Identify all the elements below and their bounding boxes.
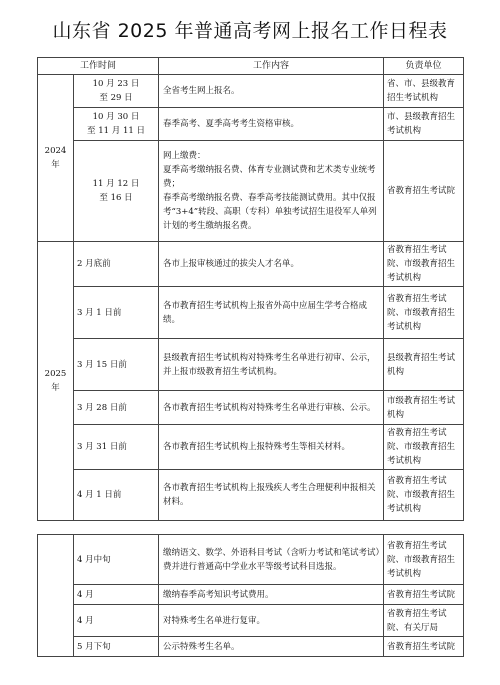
date-cell: 3 月 1 日前 — [74, 287, 159, 339]
unit-cell: 市、县级教育招生考试机构 — [384, 108, 464, 141]
content-cell: 网上缴费： 夏季高考缴纳报名费、体育专业测试费和艺术类专业统考费； 春季高考缴纳报名费、春季高考技能测试费用。其中仅报考“3+4”转段、高职（专科）单独考试招生退役军人单列计划的考生缴纳报名费。 — [159, 141, 384, 242]
year-cell-empty — [38, 535, 74, 657]
date-cell: 10 月 23 日 至 29 日 — [74, 75, 159, 108]
date-cell: 4 月中旬 — [74, 535, 159, 585]
content-cell: 全省考生网上报名。 — [159, 75, 384, 108]
table-row — [38, 470, 464, 521]
table-row — [38, 637, 464, 657]
header-time: 工作时间 — [38, 58, 159, 75]
table-row — [38, 242, 464, 287]
content-cell: 各市教育招生考试机构对特殊考生名单进行审核、公示。 — [159, 391, 384, 425]
content-cell: 各市上报审核通过的拔尖人才名单。 — [159, 242, 384, 287]
table-row — [38, 287, 464, 339]
unit-cell: 省教育招生考试院 — [384, 141, 464, 242]
content-cell: 各市教育招生考试机构上报残疾人考生合理便利申报相关材料。 — [159, 470, 384, 521]
unit-cell: 市级教育招生考试机构 — [384, 391, 464, 425]
table-row — [38, 605, 464, 637]
table-row — [38, 108, 464, 141]
content-cell: 春季高考、夏季高考考生资格审核。 — [159, 108, 384, 141]
unit-cell: 省教育招生考试院、市级教育招生考试机构 — [384, 535, 464, 585]
date-cell: 4 月 — [74, 605, 159, 637]
schedule-table-continued — [37, 534, 464, 657]
page-title: 山东省 2025 年普通高考网上报名工作日程表 — [52, 20, 448, 42]
unit-cell: 省教育招生考试院 — [384, 585, 464, 605]
unit-cell: 县级教育招生考试机构 — [384, 339, 464, 391]
table-row — [38, 339, 464, 391]
content-cell: 县级教育招生考试机构对特殊考生名单进行初审、公示，并上报市级教育招生考试机构。 — [159, 339, 384, 391]
table-row — [38, 75, 464, 108]
table-row — [38, 425, 464, 470]
unit-cell: 省、市、县级教育招生考试机构 — [384, 75, 464, 108]
date-cell: 5 月下旬 — [74, 637, 159, 657]
date-cell: 3 月 31 日前 — [74, 425, 159, 470]
table-row — [38, 391, 464, 425]
content-cell: 缴纳春季高考知识考试费用。 — [159, 585, 384, 605]
year-cell-2025: 2025 年 — [38, 242, 74, 521]
table-row — [38, 535, 464, 585]
content-cell: 各市教育招生考试机构上报特殊考生等相关材料。 — [159, 425, 384, 470]
unit-cell: 省教育招生考试院、市级教育招生考试机构 — [384, 470, 464, 521]
unit-cell: 省教育招生考试院、市级教育招生考试机构 — [384, 287, 464, 339]
unit-cell: 省教育招生考试院、有关厅局 — [384, 605, 464, 637]
year-cell-2024: 2024 年 — [38, 75, 74, 242]
unit-cell: 省教育招生考试院、市级教育招生考试机构 — [384, 425, 464, 470]
date-cell: 3 月 28 日前 — [74, 391, 159, 425]
content-cell: 各市教育招生考试机构上报省外高中应届生学考合格成绩。 — [159, 287, 384, 339]
header-content: 工作内容 — [159, 58, 384, 75]
table-row — [38, 585, 464, 605]
content-cell: 公示特殊考生名单。 — [159, 637, 384, 657]
date-cell: 3 月 15 日前 — [74, 339, 159, 391]
date-cell: 2 月底前 — [74, 242, 159, 287]
date-cell: 11 月 12 日 至 16 日 — [74, 141, 159, 242]
date-cell: 10 月 30 日 至 11 月 11 日 — [74, 108, 159, 141]
table-row — [38, 141, 464, 242]
table-header-row — [38, 58, 464, 75]
unit-cell: 省教育招生考试院、市级教育招生考试机构 — [384, 242, 464, 287]
content-cell: 对特殊考生名单进行复审。 — [159, 605, 384, 637]
header-unit: 负责单位 — [384, 58, 464, 75]
unit-cell: 省教育招生考试院 — [384, 637, 464, 657]
date-cell: 4 月 — [74, 585, 159, 605]
date-cell: 4 月 1 日前 — [74, 470, 159, 521]
schedule-table — [37, 57, 464, 521]
content-cell: 缴纳语文、数学、外语科目考试（含听力考试和笔试考试）费并进行普通高中学业水平等级考试科目选报。 — [159, 535, 384, 585]
